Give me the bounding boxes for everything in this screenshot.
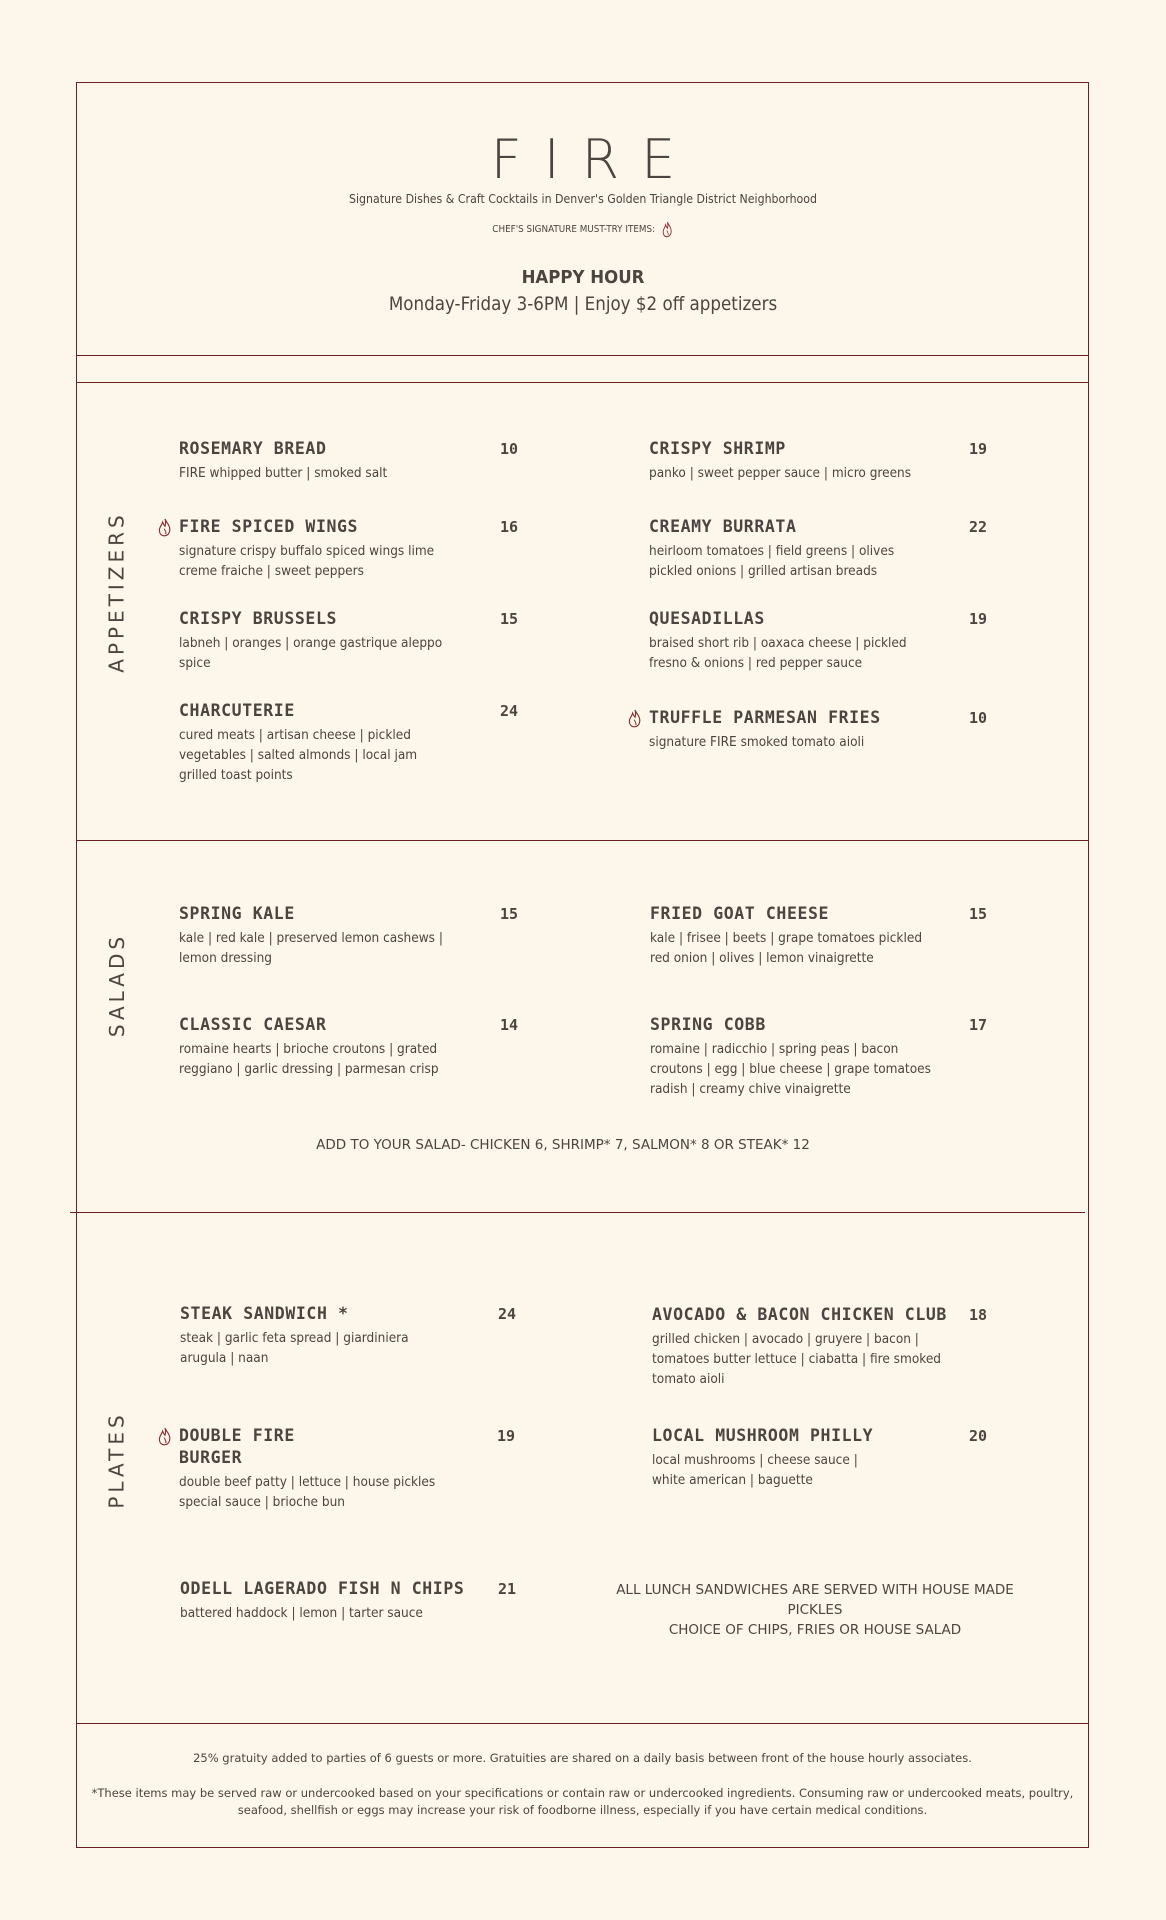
item-price: 22 — [969, 518, 988, 536]
item-price: 19 — [969, 440, 988, 458]
item-price: 10 — [500, 440, 519, 458]
item-price: 24 — [498, 1305, 517, 1323]
menu-item — [650, 1014, 1030, 1099]
item-name: FIRE SPICED WINGS — [179, 517, 359, 536]
menu-item — [180, 1303, 560, 1368]
gratuity-note: 25% gratuity added to parties of 6 guests or more. Gratuities are shared on a daily basis between front of the house hourly associates. — [193, 1751, 972, 1765]
signature-legend — [70, 220, 1096, 238]
item-description: kale | red kale | preserved lemon cashews | lemon dressing — [179, 930, 443, 966]
item-description: romaine | radicchio | spring peas | bacon croutons | egg | blue cheese | grape tomatoes radish | creamy chive vinaigrette — [650, 1041, 931, 1097]
divider — [76, 840, 1089, 841]
item-price: 16 — [500, 518, 519, 536]
sandwich-note — [600, 1580, 1030, 1640]
divider — [76, 355, 1089, 356]
item-description: panko | sweet pepper sauce | micro greens — [649, 465, 912, 481]
divider — [76, 1723, 1089, 1724]
raw-food-disclaimer: *These items may be served raw or undercooked based on your specifications or contain raw or undercooked ingredients. Consuming raw or undercooked meats, poultry, seafood, shellfish or eggs may increase your risk of foodborne illness, especially if you have certain medical conditions. — [91, 1786, 1074, 1817]
item-description: steak | garlic feta spread | giardiniera arugula | naan — [180, 1330, 409, 1366]
item-name: ODELL LAGERADO FISH N CHIPS — [180, 1579, 465, 1598]
item-description: romaine hearts | brioche croutons | grated reggiano | garlic dressing | parmesan crisp — [179, 1041, 439, 1077]
menu-item — [179, 700, 559, 785]
section-label-plates: PLATES — [105, 1411, 129, 1509]
item-price: 10 — [969, 709, 988, 727]
flame-icon — [627, 708, 643, 728]
menu-item — [649, 516, 1029, 581]
salad-add-on-note: ADD TO YOUR SALAD- CHICKEN 6, SHRIMP* 7, SALMON* 8 OR STEAK* 12 — [316, 1137, 810, 1153]
logo: FIRE — [490, 128, 698, 191]
item-name: CLASSIC CAESAR — [179, 1015, 327, 1034]
item-name: CREAMY BURRATA — [649, 517, 797, 536]
happy-hour-details: Monday-Friday 3-6PM | Enjoy $2 off appetizers — [388, 293, 778, 315]
section-label-salads: SALADS — [105, 932, 130, 1038]
item-description: labneh | oranges | orange gastrique aleppo spice — [179, 635, 443, 671]
menu-item — [179, 438, 559, 483]
item-description: FIRE whipped butter | smoked salt — [179, 465, 388, 481]
item-name: SPRING COBB — [650, 1015, 766, 1034]
flame-icon — [157, 517, 173, 537]
sandwich-note-line: CHOICE OF CHIPS, FRIES OR HOUSE SALAD — [668, 1622, 962, 1638]
item-name: QUESADILLAS — [649, 609, 765, 628]
item-price: 21 — [498, 1580, 517, 1598]
item-name: FRIED GOAT CHEESE — [650, 904, 830, 923]
item-name: ROSEMARY BREAD — [179, 439, 327, 458]
item-description: cured meats | artisan cheese | pickled vegetables | salted almonds | local jam grilled toast points — [179, 727, 418, 783]
item-description: braised short rib | oaxaca cheese | pickled fresno & onions | red pepper sauce — [649, 635, 907, 671]
item-description: double beef patty | lettuce | house pickles special sauce | brioche bun — [179, 1474, 436, 1510]
item-price: 19 — [969, 610, 988, 628]
item-name: SPRING KALE — [179, 904, 295, 923]
item-description: signature FIRE smoked tomato aioli — [649, 734, 865, 750]
item-price: 19 — [497, 1427, 516, 1445]
menu-item — [179, 1014, 559, 1079]
item-name: AVOCADO & BACON CHICKEN CLUB — [652, 1305, 947, 1324]
tagline: Signature Dishes & Craft Cocktails in Denver's Golden Triangle District Neighborhood — [349, 191, 817, 206]
sandwich-note-line: ALL LUNCH SANDWICHES ARE SERVED WITH HOUSE MADE PICKLES — [616, 1582, 1014, 1618]
section-label-appetizers: APPETIZERS — [105, 511, 130, 673]
happy-hour-title: HAPPY HOUR — [521, 267, 645, 288]
flame-icon — [661, 220, 673, 238]
item-description: local mushrooms | cheese sauce | white american | baguette — [652, 1452, 858, 1488]
item-description: battered haddock | lemon | tarter sauce — [180, 1605, 423, 1621]
menu-item — [649, 438, 1029, 483]
menu-item — [649, 707, 1029, 752]
menu-item — [652, 1304, 1032, 1389]
menu-item — [649, 608, 1029, 673]
item-price: 17 — [969, 1016, 988, 1034]
item-price: 15 — [969, 905, 988, 923]
item-price: 15 — [500, 905, 519, 923]
item-name: CHARCUTERIE — [179, 701, 295, 720]
menu-item — [652, 1425, 1032, 1490]
item-description: grilled chicken | avocado | gruyere | bacon | tomatoes butter lettuce | ciabatta | fire smoked tomato aioli — [652, 1331, 942, 1387]
item-name: TRUFFLE PARMESAN FRIES — [649, 708, 881, 727]
menu-item — [180, 1578, 580, 1623]
menu-item — [179, 516, 559, 581]
item-price: 24 — [500, 702, 519, 720]
item-description: kale | frisee | beets | grape tomatoes pickled red onion | olives | lemon vinaigrette — [650, 930, 923, 966]
item-name: DOUBLE FIRE BURGER — [179, 1426, 295, 1467]
divider — [70, 1212, 1085, 1213]
item-name: CRISPY BRUSSELS — [179, 609, 338, 628]
menu-item — [179, 903, 559, 968]
item-price: 20 — [969, 1427, 988, 1445]
menu-item — [179, 608, 559, 673]
menu-item — [179, 1425, 559, 1512]
item-price: 15 — [500, 610, 519, 628]
item-description: heirloom tomatoes | field greens | olives pickled onions | grilled artisan breads — [649, 543, 895, 579]
item-name: LOCAL MUSHROOM PHILLY — [652, 1426, 874, 1445]
item-name: STEAK SANDWICH * — [180, 1304, 349, 1323]
menu-item — [650, 903, 1030, 968]
divider — [76, 382, 1089, 383]
item-description: signature crispy buffalo spiced wings lime creme fraiche | sweet peppers — [179, 543, 435, 579]
item-price: 18 — [969, 1306, 988, 1324]
signature-label: CHEF'S SIGNATURE MUST-TRY ITEMS: — [492, 224, 656, 235]
item-price: 14 — [500, 1016, 519, 1034]
flame-icon — [157, 1426, 173, 1446]
item-name: CRISPY SHRIMP — [649, 439, 786, 458]
